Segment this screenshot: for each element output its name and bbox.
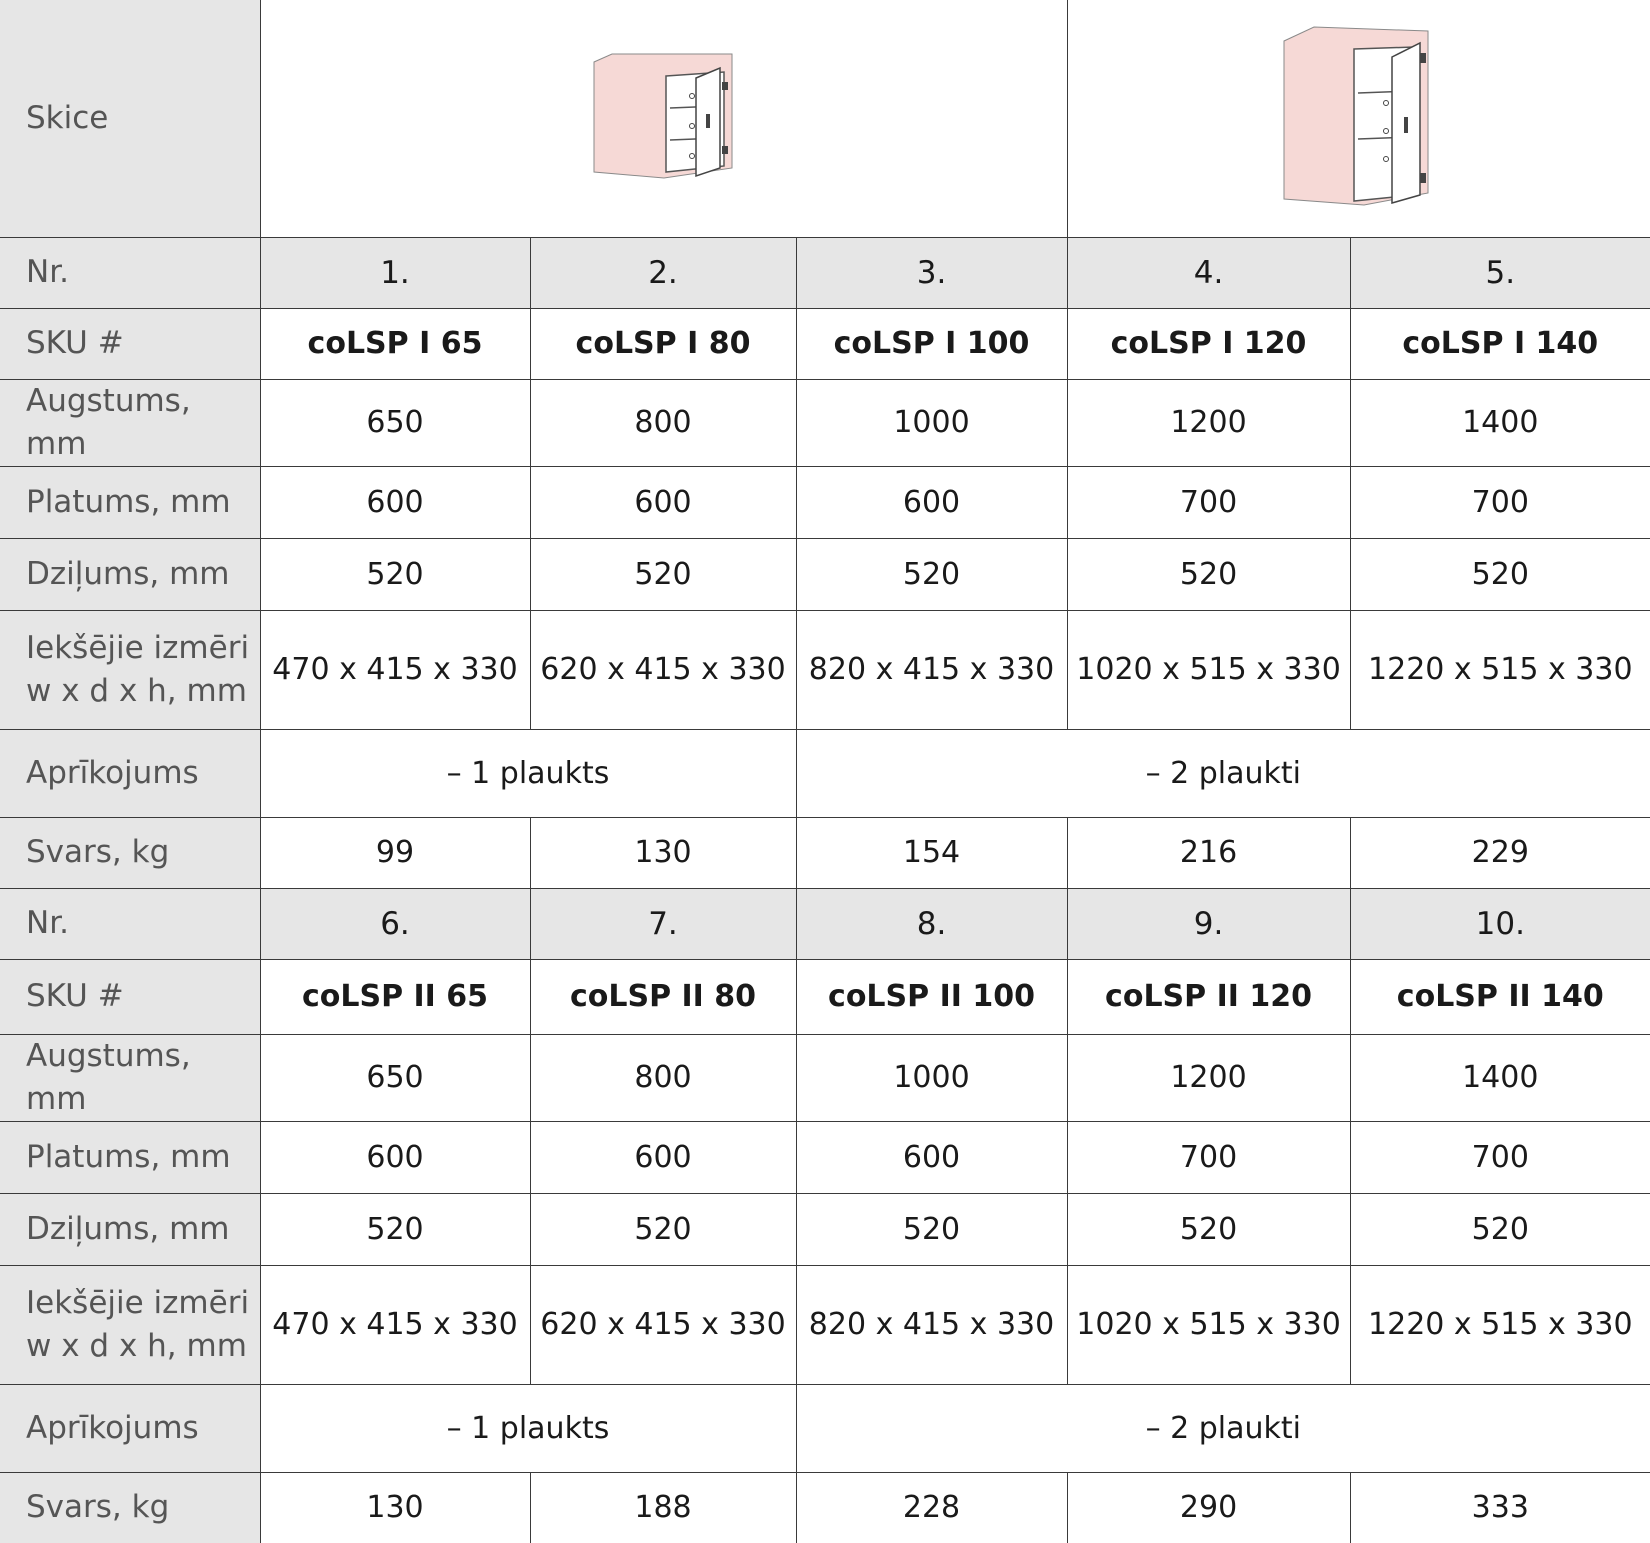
safe-small-icon — [584, 48, 744, 188]
weight-cell: 130 — [530, 817, 796, 888]
inner-dims-row — [0, 1265, 1650, 1384]
inner-dims-cell: 1220 x 515 x 330 — [1350, 1265, 1650, 1384]
sku-cell: coLSP II 140 — [1350, 959, 1650, 1034]
weight-cell: 333 — [1350, 1472, 1650, 1543]
height-cell: 650 — [260, 1034, 530, 1121]
equipment-cell: – 1 plaukts — [260, 1384, 796, 1472]
sku-row — [0, 308, 1650, 379]
depth-cell: 520 — [530, 1193, 796, 1265]
row-label-width: Platums, mm — [0, 466, 260, 538]
height-cell: 1000 — [796, 1034, 1067, 1121]
row-label-sku: SKU # — [0, 959, 260, 1034]
nr-cell: 2. — [530, 237, 796, 308]
row-label-inner-dims — [0, 1265, 260, 1384]
sketch-row — [0, 0, 1650, 237]
depth-cell: 520 — [260, 1193, 530, 1265]
sku-cell: coLSP I 80 — [530, 308, 796, 379]
height-cell: 1200 — [1067, 379, 1350, 466]
depth-cell: 520 — [1350, 1193, 1650, 1265]
height-cell: 1400 — [1350, 1034, 1650, 1121]
inner-dims-cell: 470 x 415 x 330 — [260, 1265, 530, 1384]
nr-cell: 3. — [796, 237, 1067, 308]
row-label-sketch: Skice — [0, 0, 260, 237]
depth-cell: 520 — [796, 538, 1067, 610]
inner-dims-cell: 820 x 415 x 330 — [796, 610, 1067, 729]
depth-cell: 520 — [1067, 538, 1350, 610]
width-cell: 600 — [796, 466, 1067, 538]
sku-cell: coLSP II 80 — [530, 959, 796, 1034]
row-label-inner-dims — [0, 610, 260, 729]
row-label-nr: Nr. — [0, 237, 260, 308]
equipment-cell: – 2 plaukti — [796, 1384, 1650, 1472]
weight-cell: 290 — [1067, 1472, 1350, 1543]
height-row — [0, 1034, 1650, 1121]
safe-tall-icon — [1274, 23, 1444, 213]
depth-row — [0, 1193, 1650, 1265]
inner-dims-cell: 1020 x 515 x 330 — [1067, 610, 1350, 729]
sku-cell: coLSP I 120 — [1067, 308, 1350, 379]
row-label-width: Platums, mm — [0, 1121, 260, 1193]
sku-cell: coLSP II 65 — [260, 959, 530, 1034]
weight-cell: 188 — [530, 1472, 796, 1543]
weight-row — [0, 1472, 1650, 1543]
sku-cell: coLSP II 120 — [1067, 959, 1350, 1034]
depth-cell: 520 — [1067, 1193, 1350, 1265]
weight-cell: 154 — [796, 817, 1067, 888]
width-cell: 600 — [530, 466, 796, 538]
sku-cell: coLSP I 140 — [1350, 308, 1650, 379]
sku-cell: coLSP I 100 — [796, 308, 1067, 379]
weight-cell: 216 — [1067, 817, 1350, 888]
weight-row — [0, 817, 1650, 888]
height-row — [0, 379, 1650, 466]
inner-label-line-2: w x d x h, mm — [26, 1327, 247, 1364]
width-cell: 600 — [260, 466, 530, 538]
equipment-row — [0, 1384, 1650, 1472]
nr-row — [0, 237, 1650, 308]
height-cell: 800 — [530, 379, 796, 466]
height-cell: 1400 — [1350, 379, 1650, 466]
nr-cell: 5. — [1350, 237, 1650, 308]
inner-dims-cell: 620 x 415 x 330 — [530, 1265, 796, 1384]
width-cell: 700 — [1350, 466, 1650, 538]
width-row — [0, 1121, 1650, 1193]
weight-cell: 229 — [1350, 817, 1650, 888]
nr-cell: 8. — [796, 888, 1067, 959]
weight-cell: 130 — [260, 1472, 530, 1543]
height-cell: 650 — [260, 379, 530, 466]
sku-cell: coLSP I 65 — [260, 308, 530, 379]
width-cell: 600 — [530, 1121, 796, 1193]
width-cell: 600 — [796, 1121, 1067, 1193]
depth-cell: 520 — [1350, 538, 1650, 610]
nr-cell: 1. — [260, 237, 530, 308]
height-cell: 800 — [530, 1034, 796, 1121]
inner-dims-cell: 820 x 415 x 330 — [796, 1265, 1067, 1384]
nr-cell: 7. — [530, 888, 796, 959]
depth-cell: 520 — [530, 538, 796, 610]
width-cell: 700 — [1350, 1121, 1650, 1193]
inner-label-line-1: Iekšējie izmēri — [26, 629, 250, 666]
row-label-equipment: Aprīkojums — [0, 729, 260, 817]
row-label-sku: SKU # — [0, 308, 260, 379]
sku-cell: coLSP II 100 — [796, 959, 1067, 1034]
inner-dims-cell: 470 x 415 x 330 — [260, 610, 530, 729]
row-label-depth: Dziļums, mm — [0, 1193, 260, 1265]
row-label-weight: Svars, kg — [0, 1472, 260, 1543]
inner-dims-cell: 620 x 415 x 330 — [530, 610, 796, 729]
sketch-cell-1 — [260, 0, 1067, 237]
depth-cell: 520 — [260, 538, 530, 610]
row-label-height: Augstums, mm — [0, 379, 260, 466]
nr-cell: 10. — [1350, 888, 1650, 959]
inner-dims-cell: 1220 x 515 x 330 — [1350, 610, 1650, 729]
nr-row — [0, 888, 1650, 959]
sku-row — [0, 959, 1650, 1034]
row-label-equipment: Aprīkojums — [0, 1384, 260, 1472]
depth-cell: 520 — [796, 1193, 1067, 1265]
inner-dims-row — [0, 610, 1650, 729]
inner-label-line-1: Iekšējie izmēri — [26, 1284, 250, 1321]
inner-label-line-2: w x d x h, mm — [26, 672, 247, 709]
width-cell: 700 — [1067, 466, 1350, 538]
width-row — [0, 466, 1650, 538]
nr-cell: 4. — [1067, 237, 1350, 308]
row-label-nr: Nr. — [0, 888, 260, 959]
row-label-weight: Svars, kg — [0, 817, 260, 888]
row-label-height: Augstums, mm — [0, 1034, 260, 1121]
width-cell: 700 — [1067, 1121, 1350, 1193]
height-cell: 1200 — [1067, 1034, 1350, 1121]
nr-cell: 9. — [1067, 888, 1350, 959]
width-cell: 600 — [260, 1121, 530, 1193]
row-label-depth: Dziļums, mm — [0, 538, 260, 610]
depth-row — [0, 538, 1650, 610]
height-cell: 1000 — [796, 379, 1067, 466]
weight-cell: 228 — [796, 1472, 1067, 1543]
weight-cell: 99 — [260, 817, 530, 888]
inner-dims-cell: 1020 x 515 x 330 — [1067, 1265, 1350, 1384]
equipment-row — [0, 729, 1650, 817]
equipment-cell: – 2 plaukti — [796, 729, 1650, 817]
nr-cell: 6. — [260, 888, 530, 959]
sketch-cell-2 — [1067, 0, 1650, 237]
equipment-cell: – 1 plaukts — [260, 729, 796, 817]
